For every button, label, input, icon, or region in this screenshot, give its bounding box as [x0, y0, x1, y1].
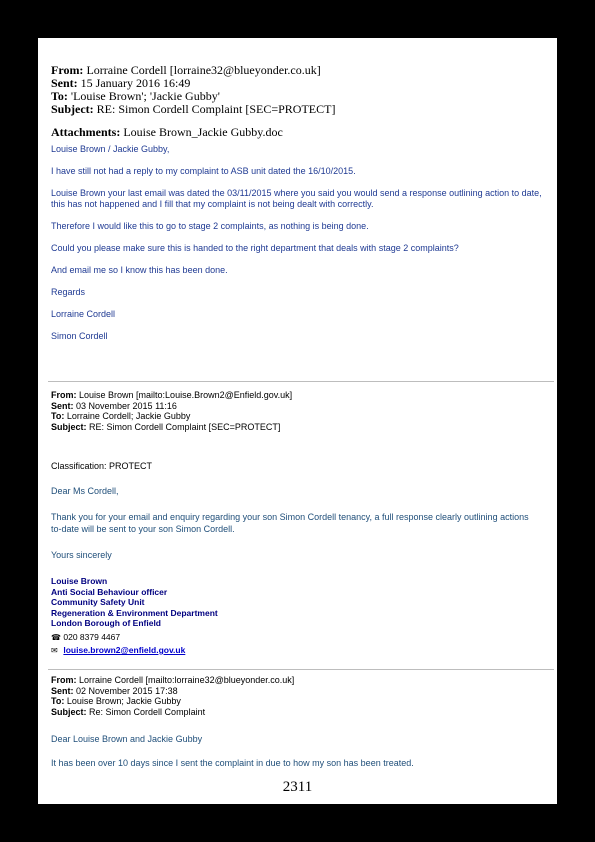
- email2-from-row: From: Louise Brown [mailto:Louise.Brown2@Enfield.gov.uk]: [51, 390, 293, 400]
- email2-body: Thank you for your email and enquiry regarding your son Simon Cordell tenancy, a full response clearly outlining actions to-date will be sent to your son Simon Cordell.: [51, 512, 529, 534]
- email-row: [51, 644, 185, 657]
- page-number: 2311: [282, 779, 313, 795]
- separator-line: [48, 381, 554, 382]
- email3-sent-row: Sent: 02 November 2015 17:38: [51, 685, 178, 696]
- signature-organisation: London Borough of Enfield: [51, 618, 162, 628]
- email1-paragraph: I have still not had a reply to my complaint to ASB unit dated the 16/10/2015.: [51, 166, 356, 176]
- signature-title: Anti Social Behaviour officer: [51, 586, 168, 597]
- email1-salutation: Louise Brown / Jackie Gubby,: [51, 144, 170, 154]
- email1-signature-name: Simon Cordell: [51, 331, 108, 341]
- email3-greeting: Dear Louise Brown and Jackie Gubby: [51, 734, 203, 744]
- email1-regards: Regards: [51, 287, 86, 297]
- email3-subject-row: Subject: Re: Simon Cordell Complaint: [51, 706, 206, 717]
- email1-body: [51, 144, 546, 353]
- phone-number: 020 8379 4467: [63, 632, 121, 642]
- phone-icon: ☎: [51, 633, 61, 642]
- email3-sent: 02 November 2015 17:38: [76, 685, 178, 696]
- email3-to-row: To: Louise Brown; Jackie Gubby: [51, 696, 181, 706]
- email2-header: [51, 390, 292, 432]
- email2-closing: Yours sincerely: [51, 550, 112, 560]
- envelope-icon: ✉: [51, 646, 58, 655]
- email2-to-row: To: Lorraine Cordell; Jackie Gubby: [51, 411, 191, 421]
- email1-paragraph: Louise Brown your last email was dated the 03/11/2015 where you said you would send a response outlining action to date, this has not happened and I fill that my complaint is not being dealt with correctly.: [51, 188, 542, 209]
- email1-to-row: To: 'Louise Brown'; 'Jackie Gubby': [51, 89, 220, 103]
- email1-subject: RE: Simon Cordell Complaint [SEC=PROTECT]: [96, 102, 336, 116]
- separator-line: [48, 669, 554, 670]
- signature-name: Louise Brown: [51, 576, 108, 586]
- email2-greeting: Dear Ms Cordell,: [51, 486, 119, 496]
- email3-from: Lorraine Cordell [mailto:lorraine32@blueyonder.co.uk]: [79, 675, 295, 685]
- email1-paragraph: Could you please make sure this is handed to the right department that deals with stage 2 complaints?: [51, 243, 459, 253]
- email1-from-row: From: Lorraine Cordell [lorraine32@blueyonder.co.uk]: [51, 63, 321, 77]
- email1-paragraph: And email me so I know this has been done.: [51, 265, 228, 275]
- email3-to: Louise Brown; Jackie Gubby: [66, 696, 181, 706]
- email1-sent: 15 January 2016 16:49: [80, 76, 191, 90]
- email2-from: Louise Brown [mailto:Louise.Brown2@Enfield.gov.uk]: [79, 390, 293, 400]
- email2-contact: [51, 631, 185, 657]
- signature-department: Regeneration & Environment Department: [51, 607, 218, 618]
- email1-signature-name: Lorraine Cordell: [51, 309, 116, 319]
- email1-attachments-row: Attachments: Louise Brown_Jackie Gubby.doc: [51, 125, 283, 139]
- email1-sent-row: Sent: 15 January 2016 16:49: [51, 76, 191, 90]
- email-link[interactable]: louise.brown2@enfield.gov.uk: [63, 645, 186, 655]
- email1-to: 'Louise Brown'; 'Jackie Gubby': [70, 89, 220, 103]
- email1-subject-row: Subject: RE: Simon Cordell Complaint [SEC=PROTECT]: [51, 102, 336, 116]
- email2-sent-row: Sent: 03 November 2015 11:16: [51, 400, 177, 411]
- email3-subject: Re: Simon Cordell Complaint: [89, 706, 206, 717]
- email2-classification: Classification: PROTECT: [51, 461, 153, 471]
- signature-unit: Community Safety Unit: [51, 597, 145, 607]
- email2-sent: 03 November 2015 11:16: [76, 400, 177, 411]
- email3-from-row: From: Lorraine Cordell [mailto:lorraine32@blueyonder.co.uk]: [51, 675, 295, 685]
- email1-header: [51, 64, 335, 139]
- email2-signature: [51, 576, 218, 629]
- email1-paragraph: Therefore I would like this to go to stage 2 complaints, as nothing is being done.: [51, 221, 369, 231]
- email3-header: [51, 675, 294, 717]
- email2-to: Lorraine Cordell; Jackie Gubby: [66, 411, 191, 421]
- phone-row: [51, 631, 185, 644]
- email1-from: Lorraine Cordell [lorraine32@blueyonder.co.uk]: [86, 63, 321, 77]
- email2-subject-row: Subject: RE: Simon Cordell Complaint [SEC=PROTECT]: [51, 421, 281, 432]
- email3-body: It has been over 10 days since I sent the complaint in due to how my son has been treated.: [51, 758, 414, 768]
- document-page: [38, 38, 557, 804]
- email2-subject: RE: Simon Cordell Complaint [SEC=PROTECT]: [89, 421, 281, 432]
- email1-attachment-file: Louise Brown_Jackie Gubby.doc: [123, 125, 283, 139]
